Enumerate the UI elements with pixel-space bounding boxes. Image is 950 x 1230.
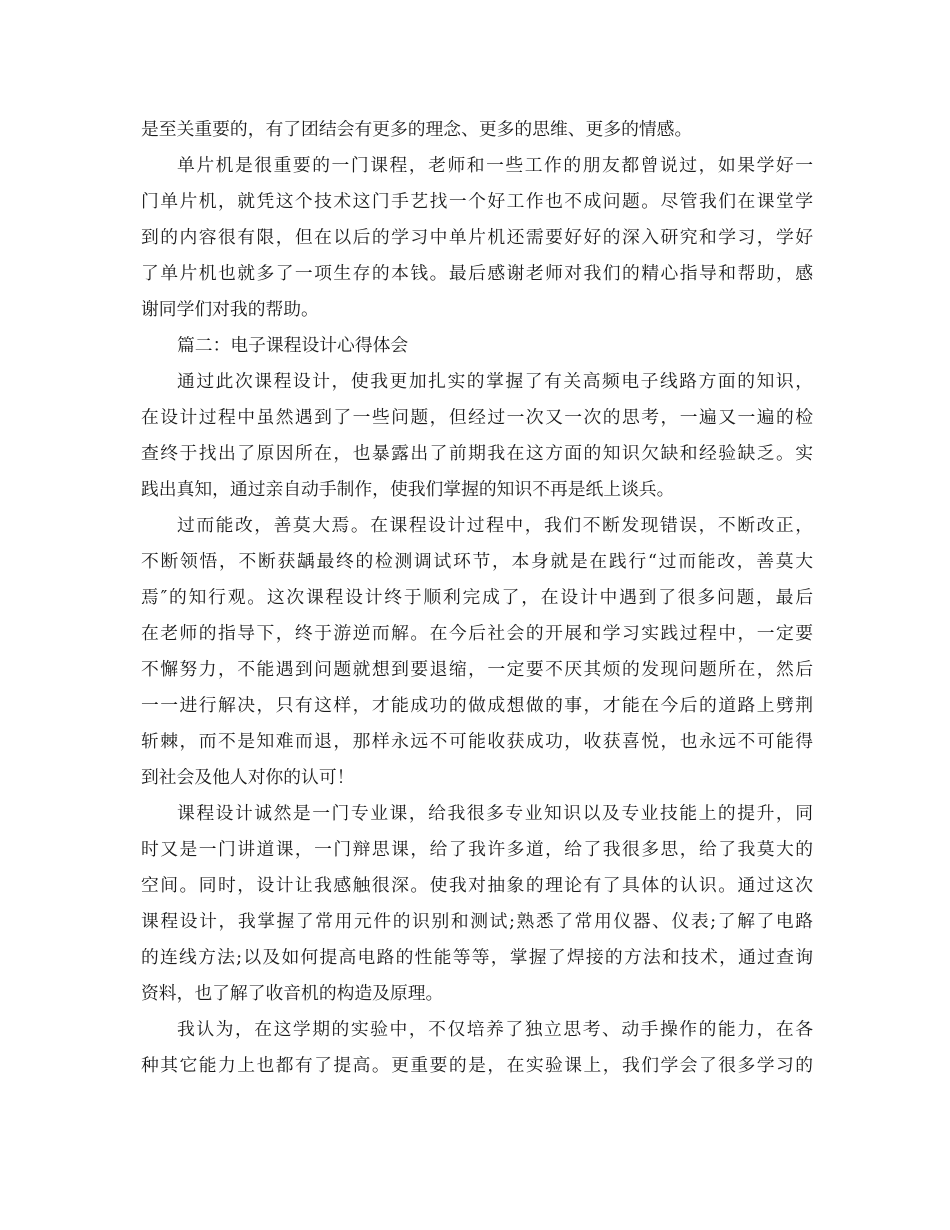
text-line-3: 门单片机，就凭这个技术这门手艺找一个好工作也不成问题。尽管我们在课堂学 xyxy=(141,191,813,212)
text-line-14: 焉″的知行观。这次课程设计终于顺利完成了，在设计中遇到了很多问题，最后 xyxy=(141,587,813,608)
text-line-9: 在设计过程中虽然遇到了一些问题，但经过一次又一次的思考，一遍又一遍的检 xyxy=(141,407,813,428)
text-line-26: 我认为，在这学期的实验中，不仅培养了独立思考、动手操作的能力，在各 xyxy=(177,1019,813,1040)
text-line-25: 资料，也了解了收音机的构造及原理。 xyxy=(141,983,444,1004)
text-line-21: 时又是一门讲道课，一门辩思课，给了我许多道，给了我很多思，给了我莫大的 xyxy=(141,839,813,860)
text-line-11: 践出真知，通过亲自动手制作，使我们掌握的知识不再是纸上谈兵。 xyxy=(141,479,675,500)
text-line-1: 是至关重要的，有了团结会有更多的理念、更多的思维、更多的情感。 xyxy=(141,119,693,140)
text-line-10: 查终于找出了原因所在，也暴露出了前期我在这方面的知识欠缺和经验缺乏。实 xyxy=(141,443,813,464)
text-line-24: 的连线方法;以及如何提高电路的性能等等，掌握了焊接的方法和技术，通过查询 xyxy=(141,947,813,968)
text-line-19: 到社会及他人对你的认可！ xyxy=(141,767,355,788)
text-line-5: 了单片机也就多了一项生存的本钱。最后感谢老师对我们的精心指导和帮助，感 xyxy=(141,263,813,284)
text-line-2: 单片机是很重要的一门课程，老师和一些工作的朋友都曾说过，如果学好一 xyxy=(177,155,813,176)
text-line-22: 空间。同时，设计让我感触很深。使我对抽象的理论有了具体的认识。通过这次 xyxy=(141,875,813,896)
text-line-13: 不断领悟，不断获龋最终的检测调试环节，本身就是在践行“过而能改，善莫大 xyxy=(141,551,813,572)
text-line-4: 到的内容很有限，但在以后的学习中单片机还需要好好的深入研究和学习，学好 xyxy=(141,227,813,248)
text-line-20: 课程设计诚然是一门专业课，给我很多专业知识以及专业技能上的提升，同 xyxy=(177,803,813,824)
text-line-17: 一一进行解决，只有这样，才能成功的做成想做的事，才能在今后的道路上劈荆 xyxy=(141,695,813,716)
text-line-16: 不懈努力，不能遇到问题就想到要退缩，一定要不厌其烦的发现问题所在，然后 xyxy=(141,659,813,680)
text-line-27: 种其它能力上也都有了提高。更重要的是，在实验课上，我们学会了很多学习的 xyxy=(141,1055,813,1076)
text-line-15: 在老师的指导下，终于游逆而解。在今后社会的开展和学习实践过程中，一定要 xyxy=(141,623,813,644)
text-line-12: 过而能改，善莫大焉。在课程设计过程中，我们不断发现错误，不断改正， xyxy=(177,515,813,536)
text-line-18: 斩棘，而不是知难而退，那样永远不可能收获成功，收获喜悦，也永远不可能得 xyxy=(141,731,813,752)
document-body xyxy=(141,112,813,1084)
text-line-6: 谢同学们对我的帮助。 xyxy=(141,299,319,320)
section-heading: 篇二：电子课程设计心得体会 xyxy=(177,335,409,356)
text-line-23: 课程设计，我掌握了常用元件的识别和测试;熟悉了常用仪器、仪表;了解了电路 xyxy=(141,911,813,932)
text-line-8: 通过此次课程设计，使我更加扎实的掌握了有关高频电子线路方面的知识， xyxy=(177,371,813,392)
